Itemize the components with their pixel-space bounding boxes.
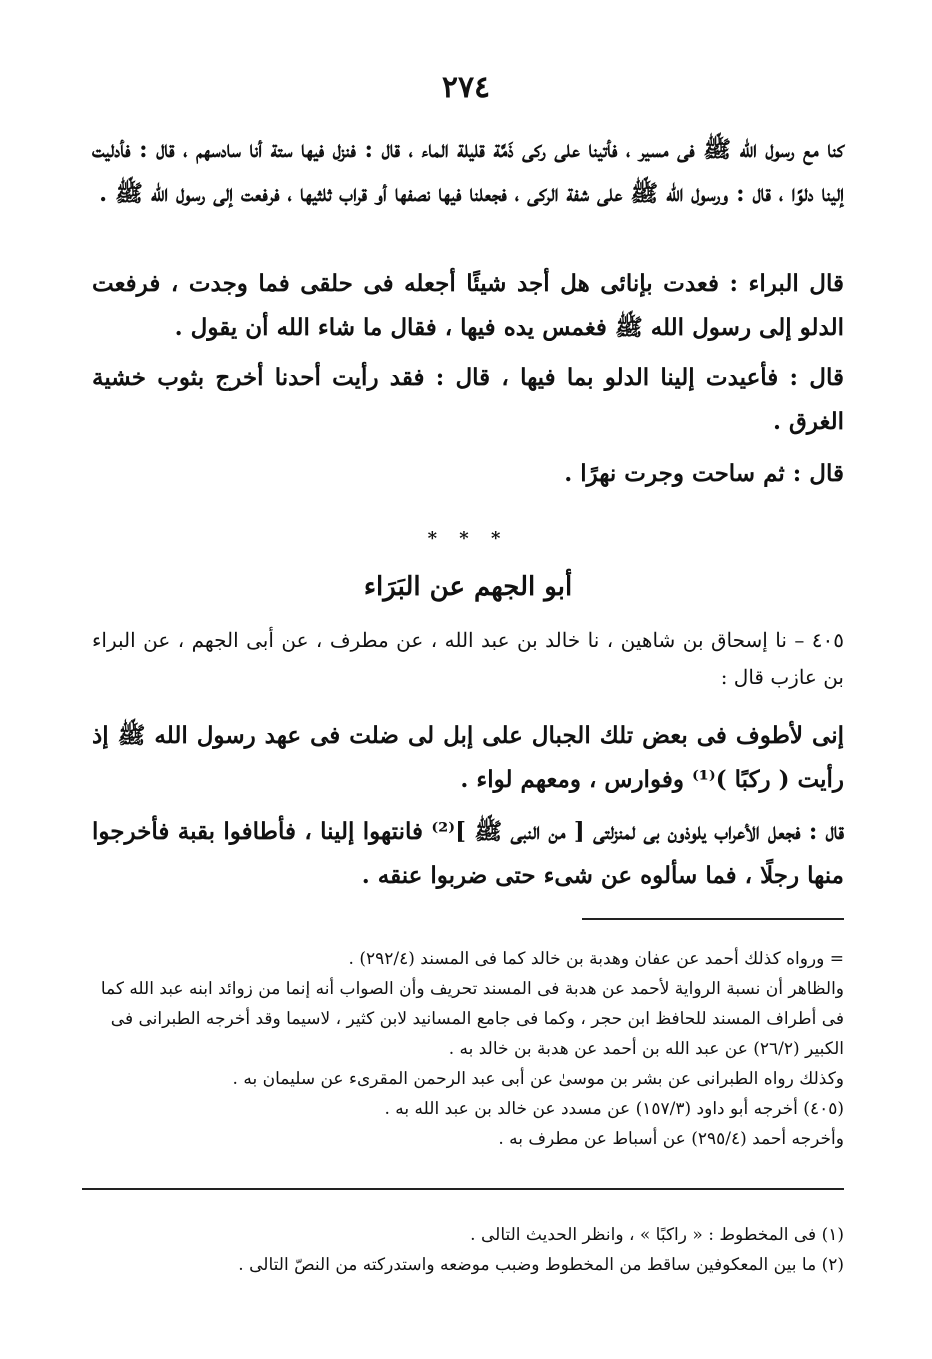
- hadith-404-continuation: [92, 128, 844, 216]
- commentary-line: وكذلك رواه الطبرانى عن بشر بن موسىٰ عن أبى عبد الرحمن المقرىء عن سليمان به .: [232, 1069, 844, 1089]
- commentary-line: (٤٠٥) أخرجه أبو داود (١٥٧/٣) عن مسدد عن خالد بن عبد الله به .: [384, 1099, 844, 1119]
- hadith-paragraph: قال : فجعل الأعراب يلوذون بى لمنزلتى [ من النبى ﷺ ]⁽²⁾ فانتهوا إلينا ، فأطافوا بقبة فأخرجوا منها رجلًا ، فما سألوه عن شىء حتى ضربوا عنقه .: [92, 818, 844, 889]
- commentary-line: والظاهر أن نسبة الرواية لأحمد عن هدبة فى المسند تحريف وأن الصواب أنه إنما من زوائد ابنه عبد الله كما فى أطراف المسند للحافظ ابن حجر ، وكما فى جامع المسانيد لابن كثير ، لاسيما وقد أخرجه الطبرانى فى الكبير (٢٦/٢) عن عبد الله بن أحمد عن هدبة بن خالد به .: [100, 979, 844, 1059]
- hadith-404-continuation: [92, 452, 844, 496]
- section-title-block: [92, 572, 844, 602]
- hadith-405-matn: [92, 714, 844, 802]
- section-separator-block: [92, 528, 844, 549]
- commentary-notes: [92, 944, 844, 1154]
- hadith-405-isnad: [92, 622, 844, 696]
- commentary-rule: [582, 918, 844, 920]
- isnad-text: ٤٠٥ – نا إسحاق بن شاهين ، نا خالد بن عبد الله ، عن مطرف ، عن أبى الجهم ، عن البراء بن عازب قال :: [92, 628, 844, 689]
- hadith-paragraph: كنا مع رسول الله ﷺ فى مسير ، فأتينا على ركى ذَمَّة قليلة الماء ، قال : فنزل فيها ستة أنا سادسهم ، قال : فأدليت إلينا دلوًا ، قال : ورسول الله ﷺ على شفة الركى ، فجعلنا فيها نصفها أو قراب ثلثيها ، فرفعت إلى رسول الله ﷺ .: [92, 136, 844, 207]
- hadith-404-continuation: [92, 262, 844, 350]
- commentary-line: وأخرجه أحمد (٢٩٥/٤) عن أسباط عن مطرف به .: [498, 1129, 844, 1149]
- hadith-404-continuation: [92, 356, 844, 444]
- hadith-paragraph: إنى لأطوف فى بعض تلك الجبال على إبل لى ضلت فى عهد رسول الله ﷺ إذ رأيت ( ركبًا )⁽¹⁾ وفوارس ، ومعهم لواء .: [92, 722, 844, 793]
- commentary-line: = ورواه كذلك أحمد عن عفان وهدبة بن خالد كما فى المسند (٢٩٢/٤) .: [348, 949, 844, 969]
- hadith-405-matn: [92, 810, 844, 898]
- hadith-paragraph: قال البراء : فعدت بإنائى هل أجد شيئًا أجعله فى حلقى فما وجدت ، فرفعت الدلو إلى رسول الله ﷺ فغمس يده فيها ، فقال ما شاء الله أن يقول .: [92, 270, 844, 341]
- hadith-paragraph: قال : ثم ساحت وجرت نهرًا .: [564, 460, 844, 487]
- footnote-rule: [82, 1188, 844, 1190]
- section-separator: * * *: [427, 528, 509, 549]
- section-title: أبو الجهم عن البَرَاء: [363, 572, 573, 602]
- footnote-2: (٢) ما بين المعكوفين ساقط من المخطوط وضبب موضعه واستدركته من النصّ التالى .: [238, 1255, 844, 1275]
- footnotes: [92, 1220, 844, 1280]
- page-number: ٢٧٤: [441, 70, 491, 105]
- hadith-paragraph: قال : فأعيدت إلينا الدلو بما فيها ، قال : فقد رأيت أحدنا أخرج بثوب خشية الغرق .: [92, 364, 844, 435]
- footnote-1: (١) فى المخطوط : « راكبًا » ، وانظر الحديث التالى .: [470, 1225, 844, 1245]
